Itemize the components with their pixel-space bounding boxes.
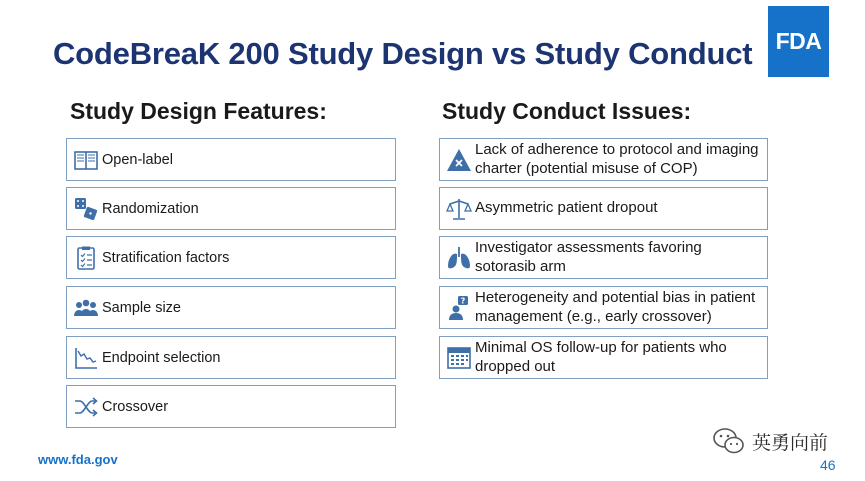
lungs-icon — [444, 243, 474, 273]
people-group-icon — [71, 293, 101, 323]
slide-title: CodeBreaK 200 Study Design vs Study Conduct — [53, 36, 753, 71]
conduct-issue-line2: charter (potential misuse of COP) — [475, 159, 698, 177]
design-feature-label: Crossover — [102, 398, 169, 415]
watermark — [712, 426, 828, 456]
design-feature-label: Open-label — [102, 151, 173, 168]
design-feature-label: Sample size — [102, 299, 181, 316]
design-feature-sample-size — [66, 286, 396, 329]
declining-chart-icon — [71, 343, 101, 373]
conduct-issue-line1: Minimal OS follow-up for patients who — [475, 339, 727, 356]
calendar-icon — [444, 343, 474, 373]
wechat-icon — [712, 426, 746, 456]
design-feature-label: Stratification factors — [102, 249, 230, 266]
design-feature-endpoint-selection — [66, 336, 396, 379]
page-number: 46 — [820, 457, 836, 473]
svg-text:?: ? — [460, 296, 466, 305]
fda-logo: FDA — [768, 6, 829, 77]
conduct-issue-os-followup — [439, 336, 768, 379]
conduct-issue-protocol-adherence — [439, 138, 768, 181]
conduct-issue-line2: sotorasib arm — [475, 257, 566, 275]
design-feature-label: Endpoint selection — [102, 349, 221, 366]
design-feature-randomization — [66, 187, 396, 230]
warning-x-icon — [444, 145, 474, 175]
design-feature-label: Randomization — [102, 200, 199, 217]
dice-icon — [71, 194, 101, 224]
person-question-icon — [444, 293, 474, 323]
conduct-issue-line2: management (e.g., early crossover) — [475, 307, 712, 325]
conduct-issue-dropout — [439, 187, 768, 230]
design-feature-stratification — [66, 236, 396, 279]
conduct-issue-line1: Investigator assessments favoring — [475, 239, 702, 256]
conduct-issue-investigator-assessments — [439, 236, 768, 279]
design-feature-open-label — [66, 138, 396, 181]
conduct-issue-line1: Lack of adherence to protocol and imaging — [475, 141, 759, 158]
design-feature-crossover — [66, 385, 396, 428]
footer-url-link[interactable]: www.fda.gov — [38, 452, 118, 467]
book-icon — [71, 145, 101, 175]
scales-icon — [444, 194, 474, 224]
conduct-issues-heading: Study Conduct Issues: — [442, 98, 692, 124]
design-features-heading: Study Design Features: — [70, 98, 327, 124]
crossover-arrows-icon — [71, 392, 101, 422]
clipboard-checklist-icon — [71, 243, 101, 273]
conduct-issue-line2: dropped out — [475, 357, 556, 375]
conduct-issue-heterogeneity — [439, 286, 768, 329]
watermark-text: 英勇向前 — [752, 431, 829, 454]
conduct-issue-line1: Asymmetric patient dropout — [475, 199, 658, 217]
conduct-issue-line1: Heterogeneity and potential bias in patient — [475, 289, 756, 306]
